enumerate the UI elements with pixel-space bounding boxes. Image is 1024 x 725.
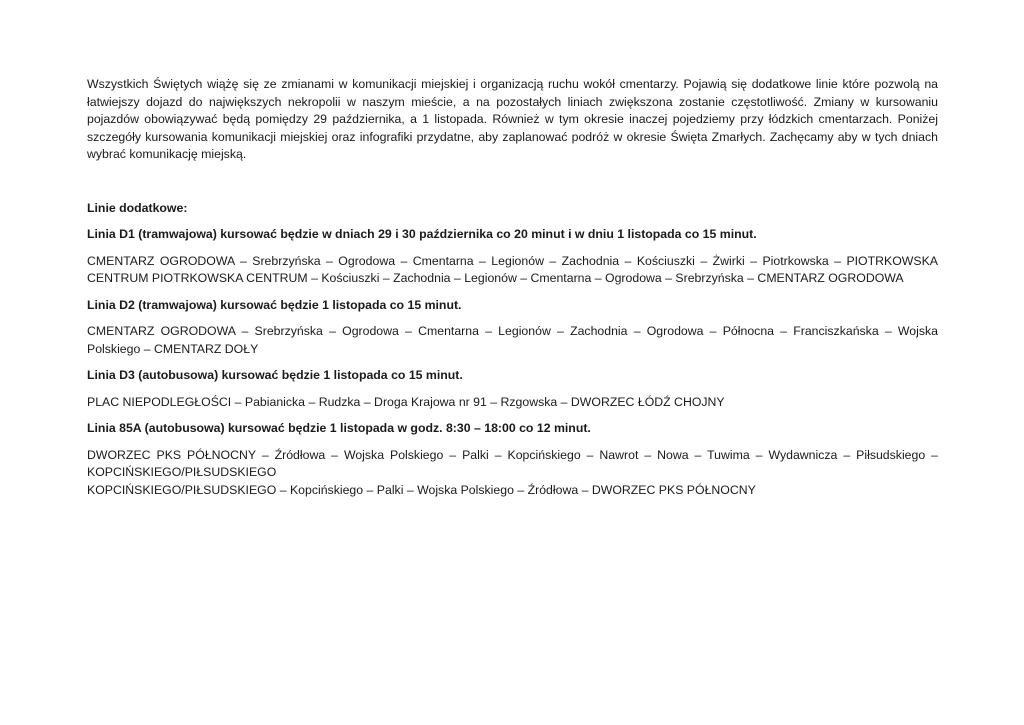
intro-paragraph: Wszystkich Świętych wiążę się ze zmianami w komunikacji miejskiej i organizacją ruchu wokół cmentarzy. Pojawią się dodatkowe linie które pozwolą na łatwiejszy dojazd do największych nekropolii w naszym mieście, a na pozostałych liniach zwiększona zostanie częstotliwość. Zmiany w kursowaniu pojazdów obowiązywać będą pomiędzy 29 października, a 1 listopada. Również w tym okresie inaczej pojedziemy przy łódzkich cmentarzach. Poniżej szczegóły kursowania komunikacji miejskiej oraz infografiki przydatne, aby zaplanować podróż w okresie Święta Zmarłych. Zachęcamy aby w tych dniach wybrać komunikację miejską. — [87, 77, 938, 161]
line-85a-heading: Linia 85A (autobusowa) kursować będzie 1 listopada w godz. 8:30 – 18:00 co 12 minut. — [87, 421, 591, 435]
line-85a-route-return: KOPCIŃSKIEGO/PIŁSUDSKIEGO – Kopcińskiego – Palki – Wojska Polskiego – Źródłowa – DWORZEC PKS PÓŁNOCNY — [87, 482, 756, 497]
section-title: Linie dodatkowe: — [87, 200, 188, 215]
line-d2-heading: Linia D2 (tramwajowa) kursować będzie 1 listopada co 15 minut. — [87, 297, 462, 312]
line-d1-route: CMENTARZ OGRODOWA – Srebrzyńska – Ogrodowa – Cmentarna – Legionów – Zachodnia – Kościuszki – Żwirki – Piotrkowska – PIOTRKOWSKA CENTRUM PIOTRKOWSKA CENTRUM – Kościuszki – Zachodnia – Legionów – Cmentarna – Ogrodowa – Srebrzyńska – CMENTARZ OGRODOWA — [87, 253, 938, 285]
line-d3-route: PLAC NIEPODLEGŁOŚCI – Pabianicka – Rudzka – Droga Krajowa nr 91 – Rzgowska – DWORZEC ŁÓDŹ CHOJNY — [87, 394, 725, 409]
line-d3-heading: Linia D3 (autobusowa) kursować będzie 1 listopada co 15 minut. — [87, 368, 463, 382]
line-85a-route: DWORZEC PKS PÓŁNOCNY – Źródłowa – Wojska Polskiego – Palki – Kopcińskiego – Nawrot – Nowa – Tuwima – Wydawnicza – Piłsudskiego – KOPCIŃSKIEGO/PIŁSUDSKIEGO — [87, 447, 938, 479]
line-d2-route: CMENTARZ OGRODOWA – Srebrzyńska – Ogrodowa – Cmentarna – Legionów – Zachodnia – Ogrodowa – Północna – Franciszkańska – Wojska Polskiego – CMENTARZ DOŁY — [87, 324, 938, 356]
document-page — [87, 76, 938, 499]
line-d1-heading: Linia D1 (tramwajowa) kursować będzie w dniach 29 i 30 października co 20 minut i w dniu 1 listopada co 15 minut. — [87, 227, 757, 241]
